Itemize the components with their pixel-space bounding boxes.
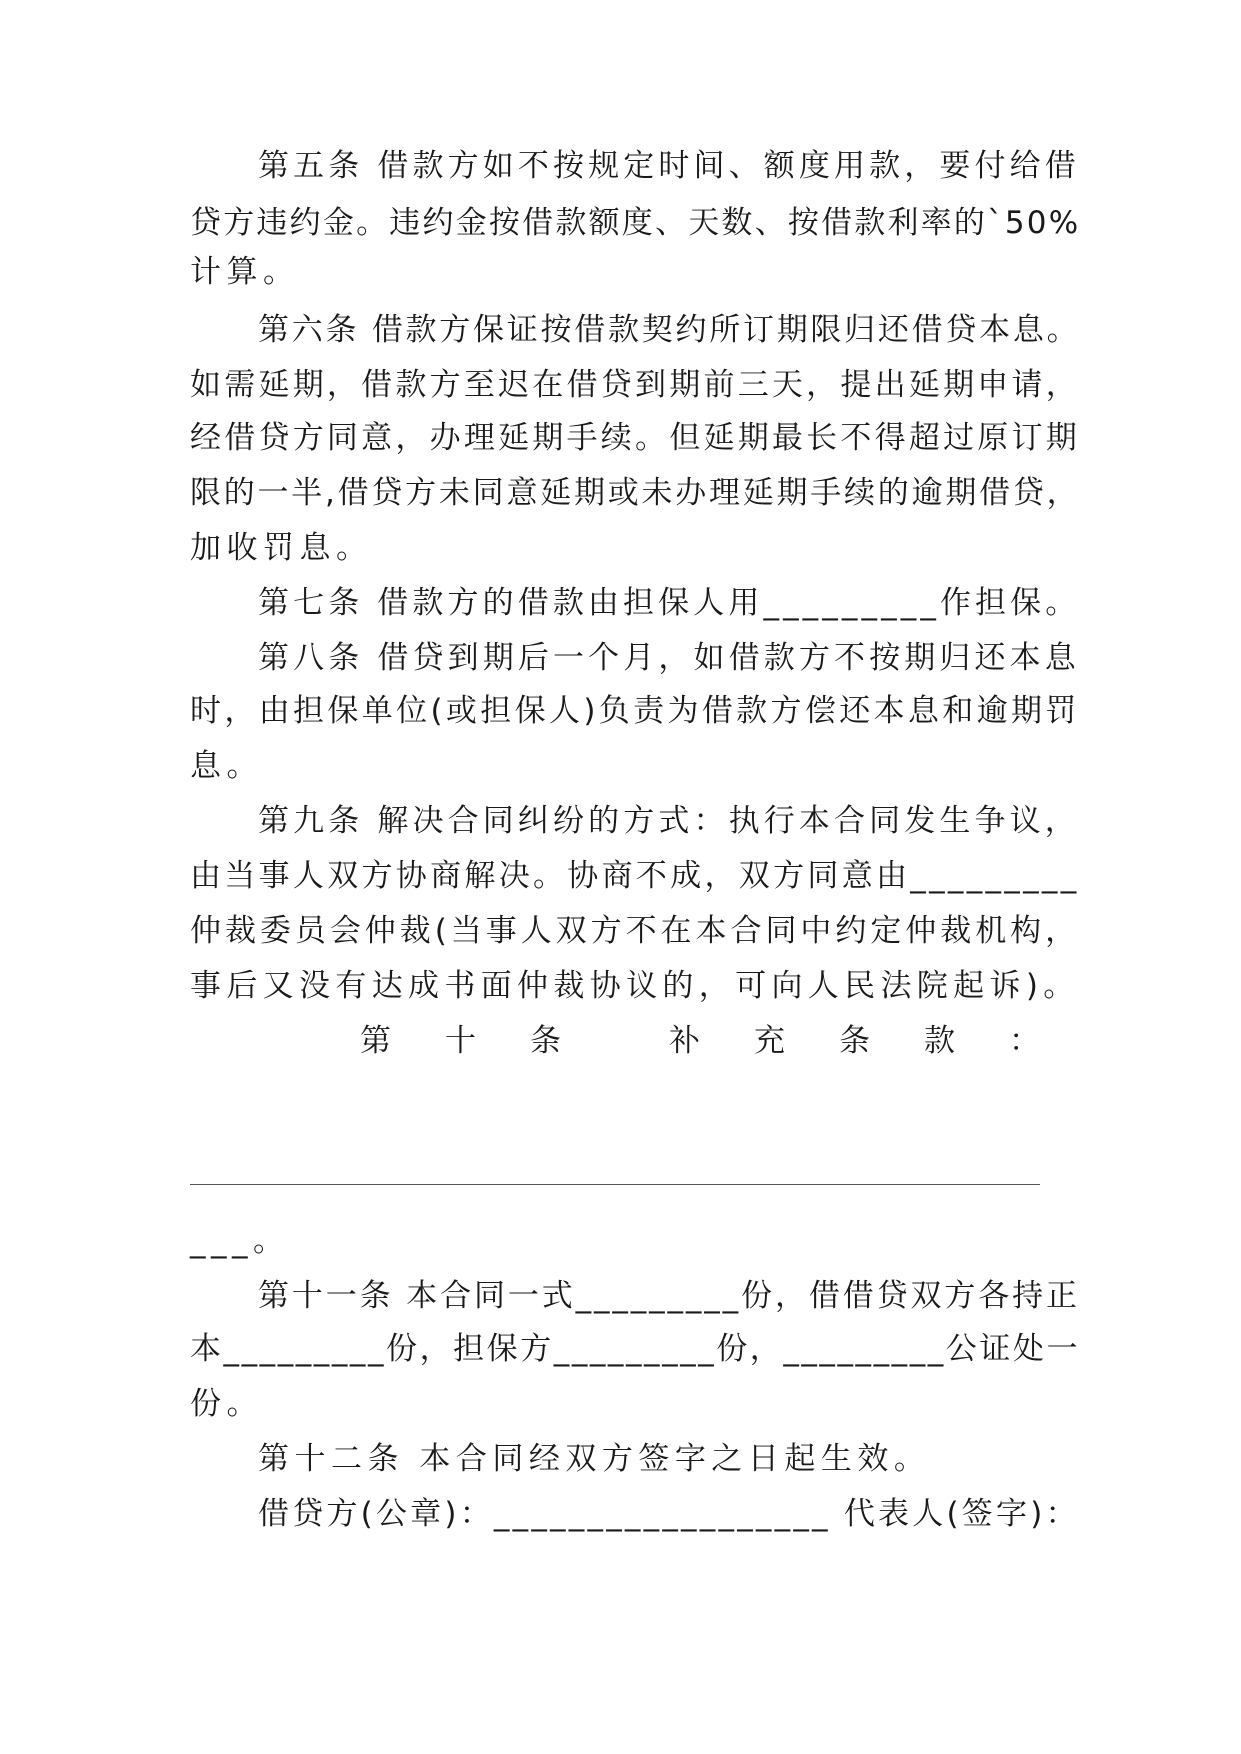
article-6-line-4: 限的一半,借贷方未同意延期或未办理延期手续的逾期借贷， — [190, 475, 1081, 511]
article-10-char: 十 — [445, 1023, 476, 1059]
article-10-char: 补 — [669, 1023, 700, 1059]
article-6-line-3: 经借贷方同意，办理延期手续。但延期最长不得超过原订期 — [190, 420, 1080, 456]
article-10-char: ： — [1009, 1023, 1040, 1059]
article-11-line-1: 第十一条 本合同一式_________份，借借贷双方各持正 — [258, 1278, 1080, 1314]
article-10-char: 款 — [924, 1023, 955, 1059]
article-5-line-2: 贷方违约金。违约金按借款额度、天数、按借款利率的`50% — [190, 205, 1081, 241]
article-10-blank-line — [190, 1184, 1040, 1185]
article-12-line-1: 第十二条 本合同经双方签字之日起生效。 — [258, 1441, 931, 1477]
article-6-line-1: 第六条 借款方保证按借款契约所订期限归还借贷本息。 — [258, 312, 1081, 348]
article-9-line-4: 事后又没有达成书面仲裁协议的，可向人民法院起诉)。 — [190, 968, 1080, 1004]
article-9-line-1: 第九条 解决合同纠纷的方式：执行本合同发生争议， — [258, 803, 1080, 839]
article-11-line-3: 份。 — [190, 1386, 263, 1422]
article-9-line-2: 由当事人双方协商解决。协商不成，双方同意由_________ — [190, 858, 1080, 894]
article-10-heading — [360, 1021, 1040, 1061]
article-10-char: 第 — [360, 1023, 391, 1059]
article-6-line-2: 如需延期，借款方至迟在借贷到期前三天，提出延期申请， — [190, 367, 1080, 403]
article-10-char: 充 — [754, 1023, 785, 1059]
article-10-char: 条 — [530, 1023, 561, 1059]
article-7-line-1: 第七条 借款方的借款由担保人用_________作担保。 — [258, 585, 1081, 621]
article-9-line-3: 仲裁委员会仲裁(当事人双方不在本合同中约定仲裁机构， — [190, 913, 1081, 949]
article-10-tail: ___。 — [190, 1223, 290, 1259]
article-11-line-2: 本_________份，担保方_________份，_________公证处一 — [190, 1331, 1080, 1367]
article-8-line-1: 第八条 借贷到期后一个月，如借款方不按期归还本息 — [258, 640, 1080, 676]
article-6-line-5: 加收罚息。 — [190, 530, 373, 566]
article-10-char: 条 — [839, 1023, 870, 1059]
article-8-line-3: 息。 — [190, 748, 263, 784]
article-5-line-3: 计算。 — [190, 254, 300, 290]
article-5-line-1: 第五条 借款方如不按规定时间、额度用款，要付给借 — [258, 148, 1080, 184]
article-8-line-2: 时，由担保单位(或担保人)负责为借款方偿还本息和逾期罚 — [190, 693, 1080, 729]
signature-line: 借贷方(公章)：__________________ 代表人(签字)： — [258, 1496, 1080, 1532]
